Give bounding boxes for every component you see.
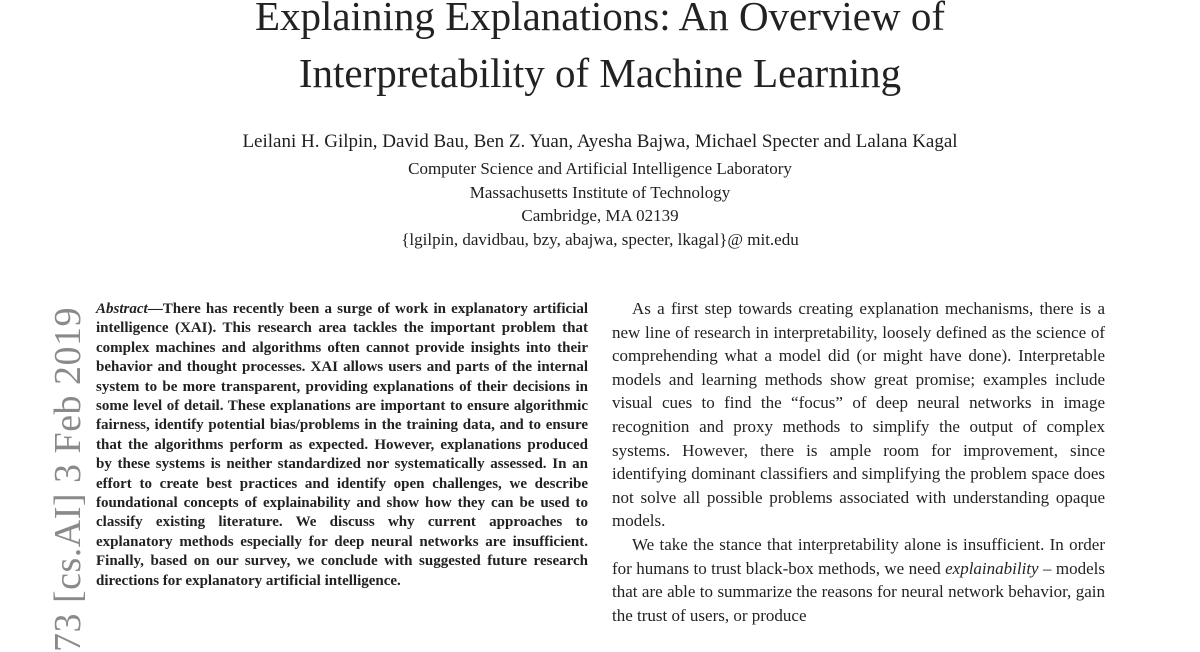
affiliation-lab: Computer Science and Artificial Intelligence Laboratory [408, 159, 792, 178]
author-emails: {lgilpin, davidbau, bzy, abajwa, specter, lkagal}@ mit.edu [401, 229, 799, 249]
paper-title [0, 0, 1200, 102]
affiliation-institute: Massachusetts Institute of Technology [469, 182, 731, 202]
paragraph-2-start: We take the stance that interpretability alone is insufficient. In order for humans to trust black-box methods, we need [612, 534, 1105, 578]
explainability-term: explainability [945, 558, 1039, 578]
author-list: Leilani H. Gilpin, David Bau, Ben Z. Yuan, Ayesha Bajwa, Michael Specter and Lalana Kagal [242, 131, 958, 152]
body-column [612, 297, 1105, 627]
abstract-label: Abstract [96, 301, 148, 317]
body-paragraph-1: As a first step towards creating explanation mechanisms, there is a new line of research in interpretability, loosely defined as the science of comprehending what a model did (or might have done). Interpretable models and learning methods show great promise; examples include visual cues to find the “focus” of deep neural networks in image recognition and proxy methods to simplify the output of complex systems. However, there is ample room for improvement, since identifying dominant classifiers and simplifying the problem space does not solve all possible problems associated with understanding opaque models. [612, 299, 1105, 531]
abstract [96, 300, 588, 591]
title-line-1: Explaining Explanations: An Overview of [254, 0, 946, 39]
abstract-text: There has recently been a surge of work in explanatory artificial intelligence (XAI). This research area tackles the important problem that complex machines and algorithms often cannot provide insights into their behavior and thought processes. XAI allows users and parts of the internal system to be more transparent, providing explanations of their decisions in some level of detail. These explanations are important to ensure algorithmic fairness, identify potential bias/problems in the training data, and to ensure that the algorithms perform as expected. However, explanations produced by these systems is neither standardized nor systematically assessed. In an effort to create best practices and identify open challenges, we describe foundational concepts of explainability and show how they can be used to classify existing literature. We discuss why current approaches to explanatory methods especially for deep neural networks are insufficient. Finally, based on our survey, we conclude with suggested future research directions for explanatory artificial intelligence. [96, 301, 588, 589]
body-paragraph-2 [612, 533, 1105, 627]
title-line-2: Interpretability of Machine Learning [298, 50, 902, 96]
arxiv-stamp: 73 [cs.AI] 3 Feb 2019 [47, 306, 89, 652]
paragraph-2-end: – models that are able to summarize the reasons for neural network behavior, gain the trust of users, or produce [612, 558, 1106, 625]
affiliation-address: Cambridge, MA 02139 [521, 206, 679, 225]
abstract-dash: — [147, 301, 163, 317]
affiliation-block [0, 157, 1200, 251]
